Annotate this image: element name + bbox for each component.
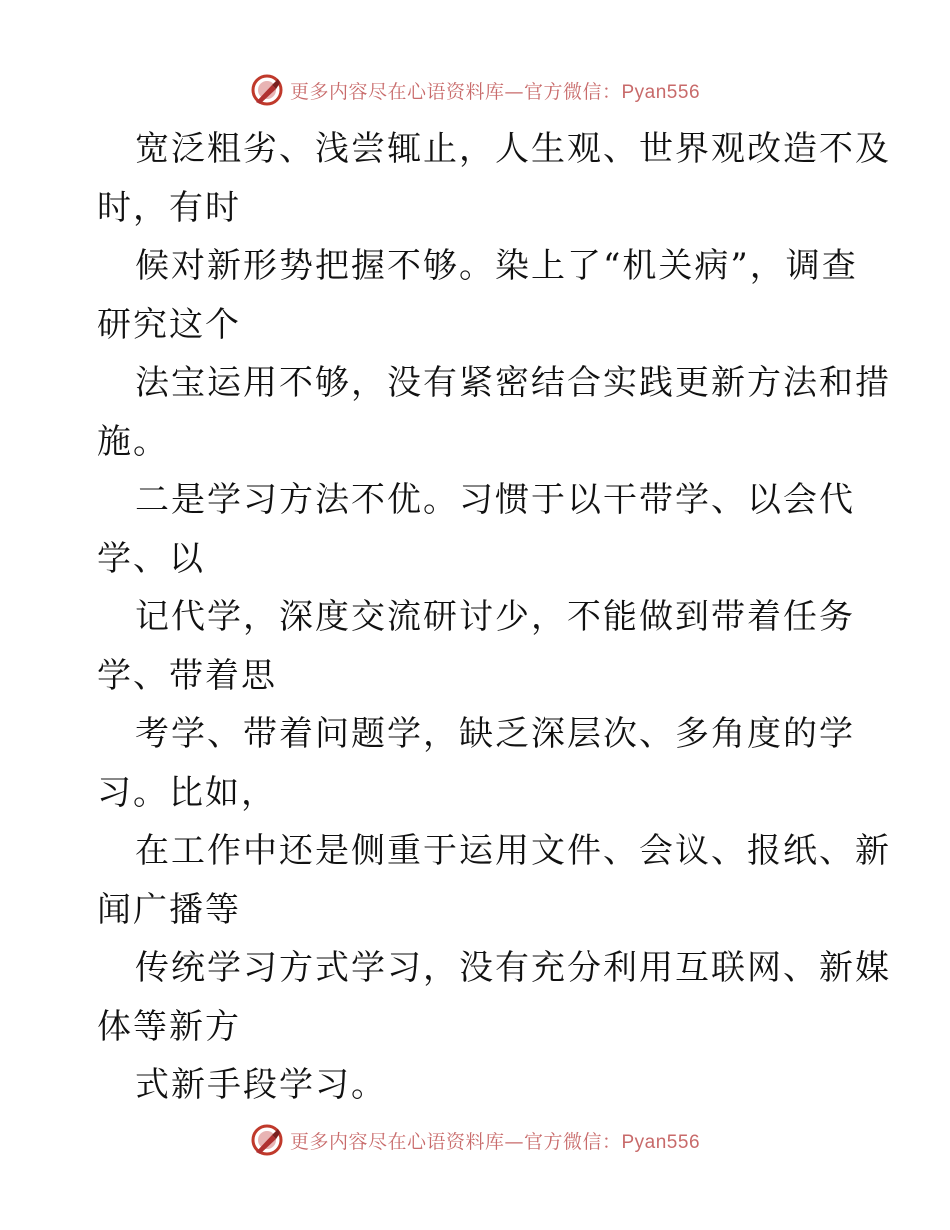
body-line: 习。比如， (97, 772, 277, 813)
body-line: 学、带着思 (97, 655, 277, 696)
body-line: 宽泛粗劣、浅尝辄止，人生观、世界观改造不及 (135, 129, 891, 169)
body-line: 施。 (97, 421, 169, 462)
header-banner-label: 更多内容尽在心语资料库—官方微信： (289, 80, 622, 103)
header-wechat-id: Pyan556 (621, 81, 701, 103)
footer-banner-text (290, 1127, 700, 1154)
body-line: 体等新方 (97, 1006, 241, 1047)
body-line: 考学、带着问题学，缺乏深层次、多角度的学 (135, 714, 855, 754)
footer-banner (0, 1120, 950, 1160)
body-line: 闻广播等 (97, 889, 241, 930)
footer-banner-inner (250, 1123, 700, 1157)
body-line: 法宝运用不够，没有紧密结合实践更新方法和措 (135, 363, 891, 403)
body-line: 式新手段学习。 (135, 1065, 387, 1105)
footer-banner-label: 更多内容尽在心语资料库—官方微信： (289, 1130, 622, 1153)
body-line: 二是学习方法不优。习惯于以干带学、以会代 (135, 480, 855, 520)
pen-nib-circle-logo-icon (250, 73, 284, 107)
header-banner (0, 70, 950, 110)
header-banner-text (290, 77, 700, 104)
body-line: 传统学习方式学习，没有充分利用互联网、新媒 (135, 948, 891, 988)
body-line: 学、以 (97, 538, 205, 579)
body-line: 在工作中还是侧重于运用文件、会议、报纸、新 (135, 831, 891, 871)
footer-wechat-id: Pyan556 (621, 1131, 701, 1153)
header-banner-inner (250, 73, 700, 107)
body-line: 时，有时 (97, 187, 241, 228)
body-line: 研究这个 (97, 304, 241, 345)
body-line: 候对新形势把握不够。染上了“机关病”，调查 (135, 246, 858, 286)
document-body (97, 120, 891, 1115)
pen-nib-circle-logo-icon (250, 1123, 284, 1157)
body-line: 记代学，深度交流研讨少，不能做到带着任务 (135, 597, 855, 637)
